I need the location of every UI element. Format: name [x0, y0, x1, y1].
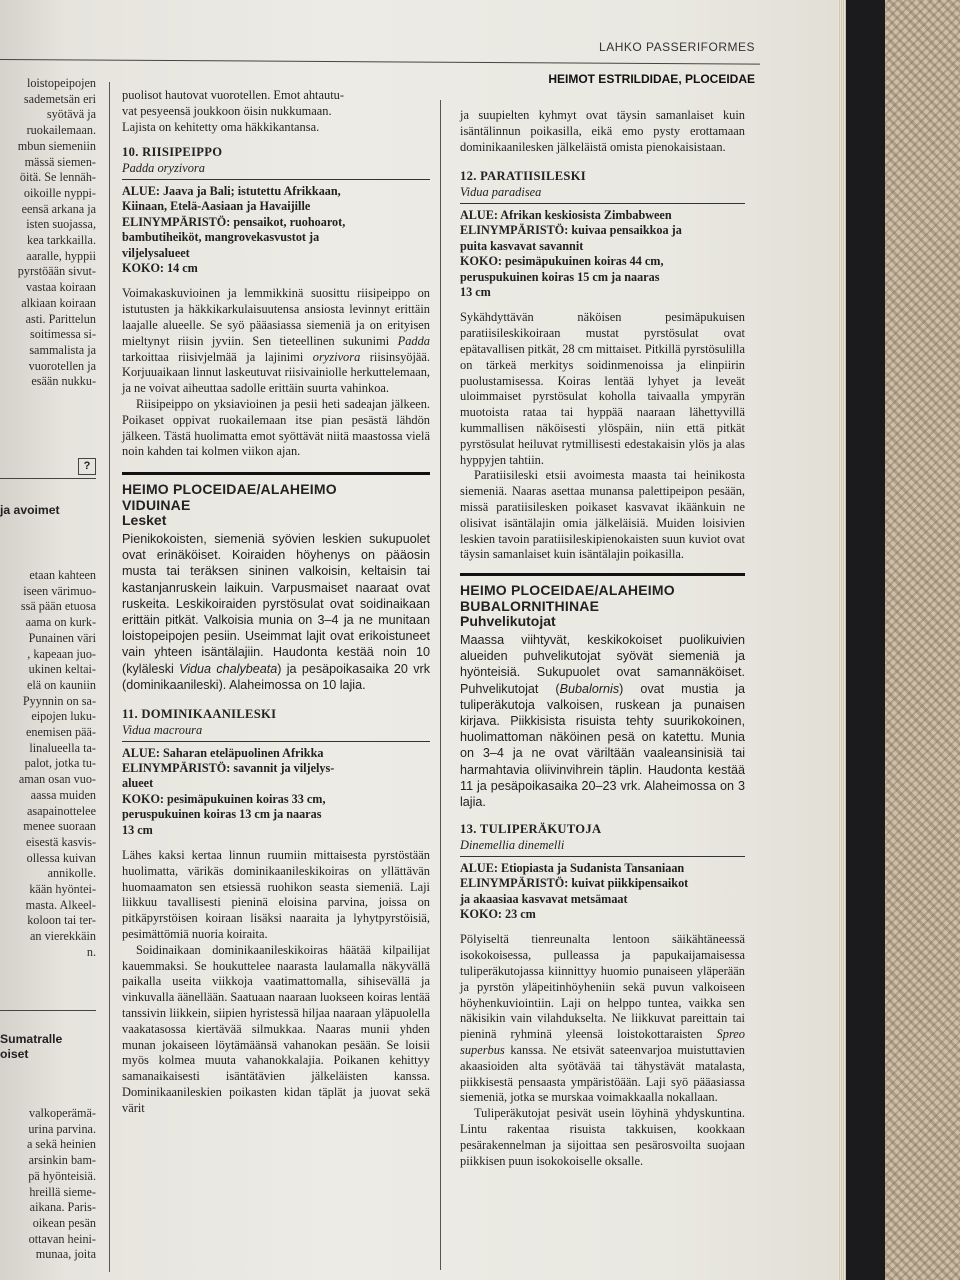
- text-line: 13 cm: [122, 822, 153, 837]
- text-line: ALUE: Afrikan keskiosista Zimbabween: [460, 207, 672, 222]
- book-cover: [845, 0, 885, 1280]
- species-name: Vidua chalybeata: [179, 661, 278, 676]
- text: Pienikokoisten, siemeniä syövien leskien sukupuolet ovat erinäköiset. Koiraiden höyhenys on pääosin musta tai teräksen sininen valkoisin, keltaisin tai kastanjanruskein laikuin. Varpusmaiset naaraat ovat ruskeita. Leskikoiraiden pyrstösulat ovat soidinaikaan erittäin pitkät. Valkoisia munia on 3–4 ja ne munitaan loistopeipojen pesiin. Useimmat lajit ovat erikoistuneet vain yhteen isäntälajiin. Haudonta kestää noin 10 (kyläleski: [122, 531, 430, 676]
- species-11-info: [122, 746, 430, 838]
- question-box: ?: [78, 458, 96, 475]
- species-10-info: [122, 184, 430, 276]
- text-line: alueet: [122, 776, 154, 791]
- left-heading-2b: oiset: [0, 1047, 29, 1061]
- heimo-bubal-common-name: Puhvelikutojat: [460, 613, 556, 630]
- text-line: syötävä ja: [46, 107, 96, 122]
- text-line: vuorotellen ja: [28, 358, 96, 373]
- text-line: aikana. Paris-: [29, 1200, 96, 1215]
- text-line: masta. Alkeel-: [25, 897, 96, 912]
- species-12-title: 12. PARATIISILESKI: [460, 169, 587, 184]
- middle-column: [122, 88, 430, 1117]
- text-line: bambutiheiköt, mangrovekasvustot ja: [122, 230, 320, 245]
- species-12-paragraph-2: Paratiisileski etsii avoimesta maasta tai heinikosta siemeniä. Naaras asettaa munansa palettipeipon pesään, missä paratiisilesken poikaset kasvavat ikäänkuin ne olisivat isäntälajin omia jälkeläisiä. Muiden loisivien leskien tavoin paratiisileskipienokaisten suun kuviot ovat täysin samanlaiset kuin isäntälajin poikasilla.: [460, 468, 745, 562]
- text-line: palot, jotka tu-: [24, 756, 96, 771]
- species-10-paragraph-2: Riisipeippo on yksiavioinen ja pesii heti sadeajan jälkeen. Poikaset oppivat ruokailemaan itse pian pesästä lähdön jälkeen. Tästä huolimatta emot syöttävät niitä maastossa vielä noin kahden tai kolmen viikon ajan.: [122, 397, 430, 459]
- text-line: ELINYMPÄRISTÖ: kuivat piikkipensaikot: [460, 876, 689, 891]
- text-line: oikoille nyppi-: [23, 185, 96, 200]
- species-name: Spreo superbus: [460, 1027, 745, 1057]
- text-line: munaa, joita: [35, 1247, 96, 1262]
- genus-name: Bubalornis: [559, 681, 620, 696]
- text-line: sammalista ja: [29, 342, 96, 357]
- text-line: eipojen luku-: [31, 709, 96, 724]
- text-line: hreillä sieme-: [29, 1184, 96, 1199]
- species-11-title: 11. DOMINIKAANILESKI: [122, 707, 277, 722]
- text: Pölyiseltä tienreunalta lentoon säikähtäneessä isokokoisessa, pulleassa ja papukaijamaisessa tuliperäkutojassa kiinnittyy huomio punaiseen yläperään ja pyrstön yläpeitinhöyheniin sekä puvun valkoiseen höyhenkuviointiin. Laji on helppo tuntea, vaikka sen näkisikin vain vilahdukselta. Ne liikkuvat pareittain tai pieninä ryhminä yleensä loistokottaraisten: [460, 932, 745, 1042]
- heimo-bubal-text: [460, 632, 745, 810]
- heimo-viduinae-title-1: HEIMO PLOCEIDAE/ALAHEIMO: [122, 481, 337, 498]
- text: tarkoittaa riisivjelmää ja lajinimi: [122, 349, 313, 364]
- text-line: ottavan heini-: [28, 1231, 96, 1246]
- text-line: ELINYMPÄRISTÖ: pensaikot, ruohoarot,: [122, 214, 346, 229]
- text-line: koloon tai ter-: [27, 913, 96, 928]
- left-column-fragment-2: [0, 568, 96, 961]
- text-line: Punainen väri: [28, 630, 96, 645]
- carpet-background: [880, 0, 960, 1280]
- text-line: a sekä heinien: [26, 1137, 96, 1152]
- family-header: HEIMOT ESTRILDIDAE, PLOCEIDAE: [548, 72, 755, 86]
- text-line: KOKO: pesimäpukuinen koiras 33 cm,: [122, 791, 326, 806]
- species-11-rule: [122, 741, 430, 742]
- text-line: KOKO: 14 cm: [122, 261, 198, 276]
- species-13-latin: Dinemellia dinemelli: [460, 838, 565, 852]
- text-line: ALUE: Jaava ja Bali; istutettu Afrikkaan,: [122, 183, 341, 198]
- text-line: aaralle, hyppii: [26, 248, 96, 263]
- text-line: arsinkin bam-: [28, 1153, 96, 1168]
- text-line: asapainottelee: [26, 803, 96, 818]
- text-line: KOKO: pesimäpukuinen koiras 44 cm,: [460, 254, 664, 269]
- text-line: elä on kauniin: [26, 677, 96, 692]
- species-13-paragraph-1: [460, 932, 745, 1106]
- species-12-paragraph-1: Sykähdyttävän näköisen pesimäpukuisen paratiisileskikoiraan mustat pyrstösulat ovat epätavallisen pitkät, 28 cm mittaiset. Pitkillä pyrstösulilla on tärkeä merkitys soidinmenoissa ja elinpiirin puolustamisessa. Koiras lentää lyhyet ja leveät uloimmaiset pyrstösulat koholla taivaalla ympyrän muotoista rataa tai hyppää naaraan lähettyvillä kummallisen näköisesti ylöspäin, niin että pitkät pyrstösulat heiluvat rytmillisesti edestakaisin ylös ja alas hyppyjen tahtiin.: [460, 310, 745, 467]
- text-line: Lajista on kehitetty oma häkkikantansa.: [122, 119, 320, 134]
- text-line: aman osan vuo-: [18, 772, 96, 787]
- species-12-info: [460, 208, 745, 300]
- text-line: oikean pesän: [32, 1215, 96, 1230]
- text: ) ja pesäpoikasaika 20 vrk (dominikaanileski). Alaheimossa on 10 lajia.: [122, 661, 430, 692]
- heimo-viduinae-title-2: VIDUINAE: [122, 497, 191, 514]
- genus-name: Padda: [397, 333, 430, 348]
- text-line: urina parvina.: [28, 1121, 96, 1136]
- text-line: soitimessa si-: [29, 327, 96, 342]
- text-line: pyrstöään sivut-: [17, 264, 96, 279]
- heimo-viduinae-common-name: Lesket: [122, 512, 167, 529]
- text: riisinsyöjää. Korjuuaikaan linnut laskeutuvat riisivainiolle herkuttelemaan, ja ne voivat aiheuttaa sadolle erittäin suurta vahinkoa.: [122, 349, 431, 396]
- species-13-rule: [460, 856, 745, 857]
- text-line: linalueella ta-: [29, 740, 96, 755]
- text: Maassa viihtyvät, keskikokoiset puolikuivien alueiden puhvelikutojat syövät siemeniä ja hyönteisiä. Sukupuolet ovat samannäköiset. Puhvelikutojat (: [460, 632, 745, 696]
- text-line: eisestä kasvis-: [25, 834, 96, 849]
- text-line: KOKO: 23 cm: [460, 907, 536, 922]
- text-line: loistopeipojen: [26, 76, 96, 90]
- text-line: alkiaan koiraan: [21, 295, 96, 310]
- species-10-paragraph-1: [122, 286, 430, 397]
- species-11-paragraph-2: Soidinaikaan dominikaanileskikoiras häätää kilpailijat kauemmaksi. Se houkuttelee naarasta laulamalla näkyvällä paikalla useita viikkoja vaatimattomalla, sihisevällä ja vinkuvalla äänellään. Saatuaan naaraan luokseen koiras lentää tanssivin liikkein, siipien hyristessä hiljaa naaraan yläpuolella vaakatasossa kiertävää silmukkaa. Naaras munii yhden munan jokaiseen löytämäänsä vahanokan pesään. Se loisii myös kolmea muuta vahanokkalajia. Poikanen kehittyy samanaikaisesti isäntätävien jälkeläisten kanssa. Dominikaanileskien poikasten kidan täplät ja juovat sekä värit: [122, 942, 430, 1115]
- left-rule-2: [0, 1010, 96, 1011]
- text-line: pä hyönteisiä.: [28, 1168, 96, 1183]
- text-line: mbun siemeniin: [17, 138, 96, 153]
- text-line: sademetsän eri: [23, 91, 96, 106]
- text-line: peruspukuinen koiras 13 cm ja naaras: [122, 807, 322, 822]
- text-line: peruspukuinen koiras 15 cm ja naaras: [460, 269, 660, 284]
- text-line: aama on kurk-: [25, 615, 96, 630]
- species-12-rule: [460, 203, 745, 204]
- heimo-bubal-title-1: HEIMO PLOCEIDAE/ALAHEIMO: [460, 582, 675, 599]
- text-line: aassa muiden: [30, 787, 96, 802]
- heimo-bubal-title-2: BUBALORNITHINAE: [460, 598, 600, 615]
- text-line: , kapeaan juo-: [27, 646, 96, 661]
- text-line: valkoperämä-: [29, 1106, 96, 1120]
- text-line: ruokailemaan.: [26, 123, 96, 138]
- species-13-title: 13. TULIPERÄKUTOJA: [460, 822, 602, 837]
- left-column-fragment-1: [0, 76, 96, 390]
- right-column: [460, 108, 745, 1169]
- text-line: kea tarkkailla.: [26, 233, 96, 248]
- text-line: vat pesyeensä joukkoon öisin nukkumaan.: [122, 103, 332, 118]
- species-13-info: [460, 861, 745, 923]
- header-rule: [0, 59, 760, 65]
- text-line: ALUE: Saharan eteläpuolinen Afrikka: [122, 745, 324, 760]
- text: kanssa. Ne etsivät sateenvarjoa muistuttavien akaasioiden alta syötävää tai tähystävät matalasta, piikkisestä pensaasta ympäristöään. Laji syö pääasiassa siemeniä, jotka se murskaa voimakkaalla nokallaan.: [460, 1043, 745, 1105]
- heimo-viduinae-text: [122, 531, 430, 693]
- heimo-bubal-rule: [460, 573, 745, 576]
- text-line: viljelysalueet: [122, 245, 190, 260]
- intro-paragraph: ja suupielten kyhmyt ovat täysin samanlaiset kuin isäntälinnun poikasilla, eikä emo pysty erottamaan dominikaanilesken jälkeläistä omista pienokaisistaan.: [460, 108, 745, 154]
- text-line: an vierekkäin: [30, 929, 96, 944]
- text-line: puita kasvavat savannit: [460, 238, 584, 253]
- text-line: etaan kahteen: [29, 568, 96, 582]
- text-line: puolisot hautovat vuorotellen. Emot ahtautu-: [122, 88, 344, 102]
- text-line: ALUE: Etiopiasta ja Sudanista Tansaniaan: [460, 860, 685, 875]
- text-line: 13 cm: [460, 285, 491, 300]
- text-line: ukinen keltai-: [28, 662, 96, 677]
- text-line: ja akaasiaa kasvavat metsämaat: [460, 891, 628, 906]
- left-column-fragment-3: [0, 1106, 96, 1263]
- column-divider-2: [440, 100, 441, 1270]
- species-13-paragraph-2: Tuliperäkutojat pesivät usein löyhinä yhdyskuntina. Lintu rakentaa risuista takkuisen, kookkaan pesärakennelman ja sijoittaa sen pesärosvoilta suojaan piikkisen puun isokokoiselle oksalle.: [460, 1106, 745, 1168]
- text-line: isten suojassa,: [26, 217, 96, 232]
- text-line: n.: [86, 944, 96, 959]
- species-12-latin: Vidua paradisea: [460, 185, 542, 200]
- text-line: asti. Parittelun: [25, 311, 96, 326]
- text-line: Pyynnin on sa-: [22, 693, 96, 708]
- text-line: vastaa koiraan: [25, 280, 96, 295]
- species-10-rule: [122, 179, 430, 180]
- left-heading-2: Sumatralle: [0, 1032, 63, 1046]
- text-line: öitä. Se lennäh-: [19, 170, 96, 185]
- species-11-paragraph-1: Lähes kaksi kertaa linnun ruumiin mittaisesta pyrstöstään huolimatta, värikäs dominikaanileskikoiras on yllättävän huomaamaton sen etsiessä ruohikon seasta siemeniä. Laji liikkuu tavallisesti pieninä eloisina parvina, joissa on pitkäpyrstöisen koiraan lisäksi naaraita ja lyhytpyrstöisiä, pesimättömiä nuoria koiraita.: [122, 848, 430, 942]
- species-10-title: 10. RIISIPEIPPO: [122, 145, 223, 160]
- species-10-latin: Padda oryzivora: [122, 161, 205, 176]
- text-line: enemisen pää-: [25, 725, 96, 740]
- text-line: ELINYMPÄRISTÖ: kuivaa pensaikkoa ja: [460, 223, 682, 238]
- text-line: annikolle.: [47, 866, 96, 881]
- text: Voimakaskuvioinen ja lemmikkinä suosittu riisipeippo on istutusten ja häkkikarkulaisuutensa ansiosta levinnyt erittäin laajalle alueelle. Se syö pääasiassa siemeniä ja on erityisen mieltynyt riisin jyviin. Sen tieteellinen sukunimi: [122, 286, 430, 348]
- text-line: ollessa kuivan: [26, 850, 96, 865]
- text-line: ELINYMPÄRISTÖ: savannit ja viljelys-: [122, 761, 335, 776]
- text-line: iseen värimuo-: [23, 583, 96, 598]
- left-rule-1: [0, 478, 96, 479]
- text-line: esään nukku-: [31, 374, 96, 389]
- species-name: oryzivora: [312, 349, 361, 364]
- left-heading-1: ja avoimet: [0, 503, 60, 517]
- text-line: eensä arkana ja: [21, 201, 96, 216]
- column-divider-1: [109, 82, 110, 1272]
- species-11-latin: Vidua macroura: [122, 722, 203, 737]
- text-line: kään hyöntei-: [29, 882, 96, 897]
- heimo-viduinae-rule: [122, 472, 430, 475]
- text: ) ovat mustia ja tuliperäkutoja valkoisen, ruskean ja punaisen kirjava. Piikkisista risuista tehty suurikokoinen, huolimattoman näköinen pesä on katettu. Munia on 3–4 ja ne ovat väriltään vaaleansinisiä tai harmahtavia oliivinvihrein täplin. Haudonta kestää 11 ja pesäpoikasaika 20–23 vrk. Alaheimossa on 3 lajia.: [460, 681, 746, 809]
- intro-lines: [122, 88, 430, 135]
- text-line: menee suoraan: [23, 819, 96, 834]
- text-line: ssä pään etuosa: [20, 599, 96, 614]
- order-header: LAHKO PASSERIFORMES: [599, 40, 755, 54]
- text-line: mässä siemen-: [24, 154, 96, 169]
- text-line: Kiinaan, Etelä-Aasiaan ja Havaijille: [122, 199, 311, 214]
